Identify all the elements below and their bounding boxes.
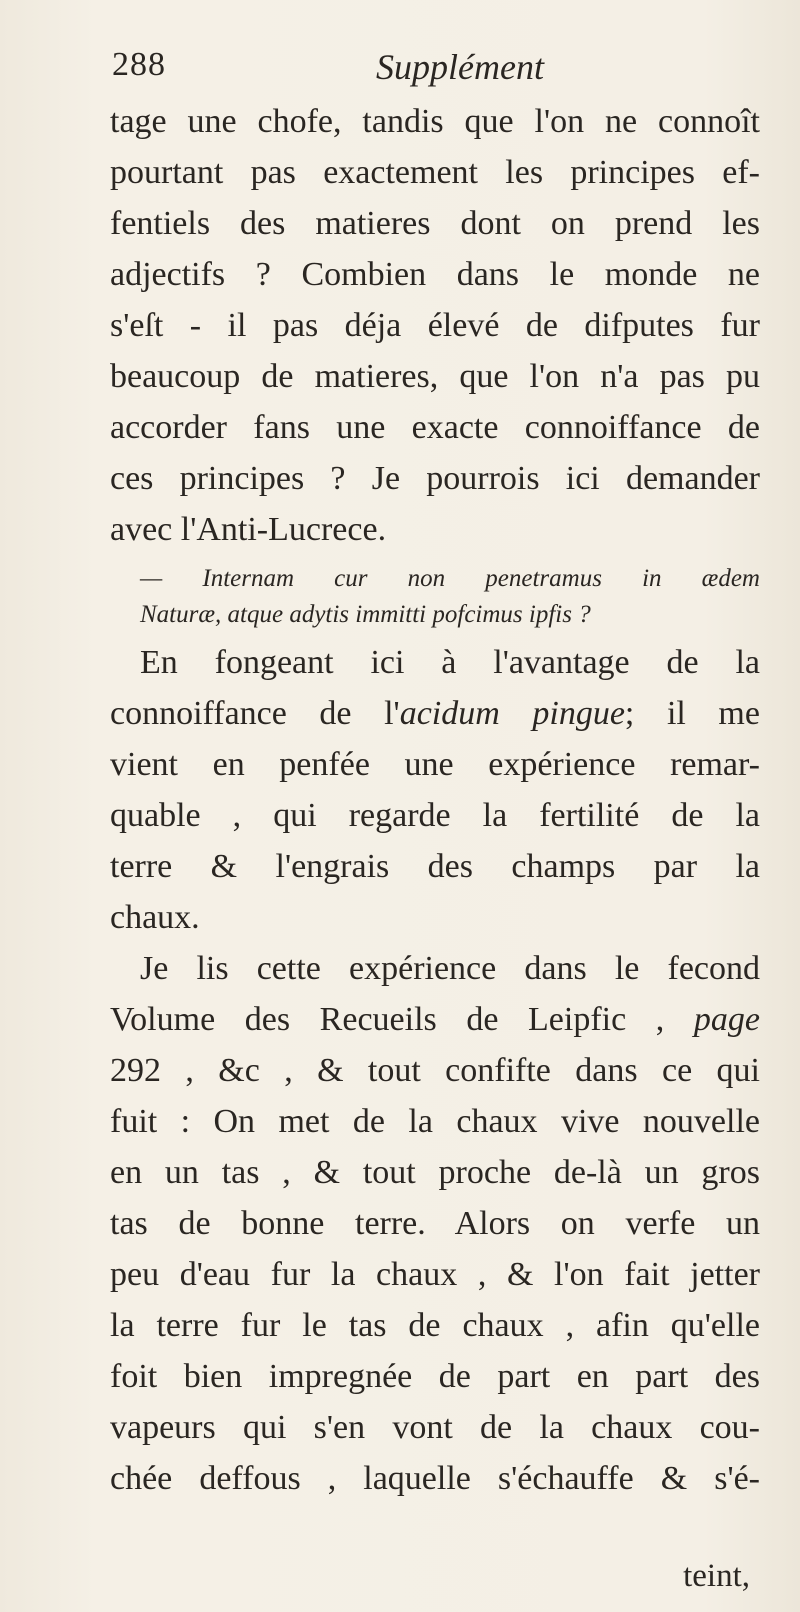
latin-quotation: [110, 561, 760, 633]
text-line: 292 , &c , & tout confifte dans ce qui: [110, 1052, 760, 1089]
text-line: chaux.: [110, 899, 200, 936]
catchword: teint,: [683, 1558, 750, 1594]
text-line: s'eſt - il pas déja élevé de difputes fur: [110, 307, 760, 344]
italic-term: acidum pingue: [399, 695, 625, 732]
text-fragment: Volume des Recueils de Leipfic ,: [110, 1001, 694, 1038]
italic-term: page: [693, 1001, 760, 1038]
text-line: foit bien impregnée de part en part des: [110, 1358, 760, 1395]
text-line: quable , qui regarde la fertilité de la: [110, 797, 760, 834]
text-line: chée deffous , laquelle s'échauffe & s'é-: [110, 1460, 760, 1497]
paragraph-continuation: [110, 96, 760, 555]
text-line: pourtant pas exactement les principes ef-: [110, 154, 760, 191]
text-line: [110, 994, 760, 1045]
running-head: Supplément: [376, 47, 544, 87]
text-fragment: connoiffance de l': [110, 695, 400, 732]
text-line: En fongeant ici à l'avantage de la: [140, 644, 760, 681]
text-line: beaucoup de matieres, que l'on n'a pas pu: [110, 358, 760, 395]
text-line: tage une chofe, tandis que l'on ne connoît: [110, 103, 760, 140]
text-line: peu d'eau fur la chaux , & l'on fait jetter: [110, 1256, 760, 1293]
text-line: avec l'Anti-Lucrece.: [110, 511, 387, 548]
page-header: [112, 46, 752, 96]
quote-line: — Internam cur non penetramus in ædem: [140, 565, 760, 592]
paragraph-experience: [110, 943, 760, 1504]
quote-line: Naturæ, atque adytis immitti pofcimus ipfis ?: [140, 601, 591, 628]
text-line: la terre fur le tas de chaux , afin qu'elle: [110, 1307, 760, 1344]
text-line: [110, 688, 760, 739]
text-line: terre & l'engrais des champs par la: [110, 848, 760, 885]
text-line: vapeurs qui s'en vont de la chaux cou-: [110, 1409, 760, 1446]
text-line: Je lis cette expérience dans le fecond: [140, 950, 760, 987]
text-line: fuit : On met de la chaux vive nouvelle: [110, 1103, 760, 1140]
text-line: en un tas , & tout proche de-là un gros: [110, 1154, 760, 1191]
text-line: accorder fans une exacte connoiffance de: [110, 409, 760, 446]
text-line: fentiels des matieres dont on prend les: [110, 205, 760, 242]
text-fragment: ; il me: [624, 695, 760, 732]
text-line: tas de bonne terre. Alors on verfe un: [110, 1205, 760, 1242]
text-line: vient en penfée une expérience remar-: [110, 746, 760, 783]
text-line: ces principes ? Je pourrois ici demander: [110, 460, 760, 497]
page-number: 288: [112, 46, 166, 83]
text-line: adjectifs ? Combien dans le monde ne: [110, 256, 760, 293]
body-text: [110, 96, 760, 1504]
paragraph-acidum: [110, 637, 760, 943]
